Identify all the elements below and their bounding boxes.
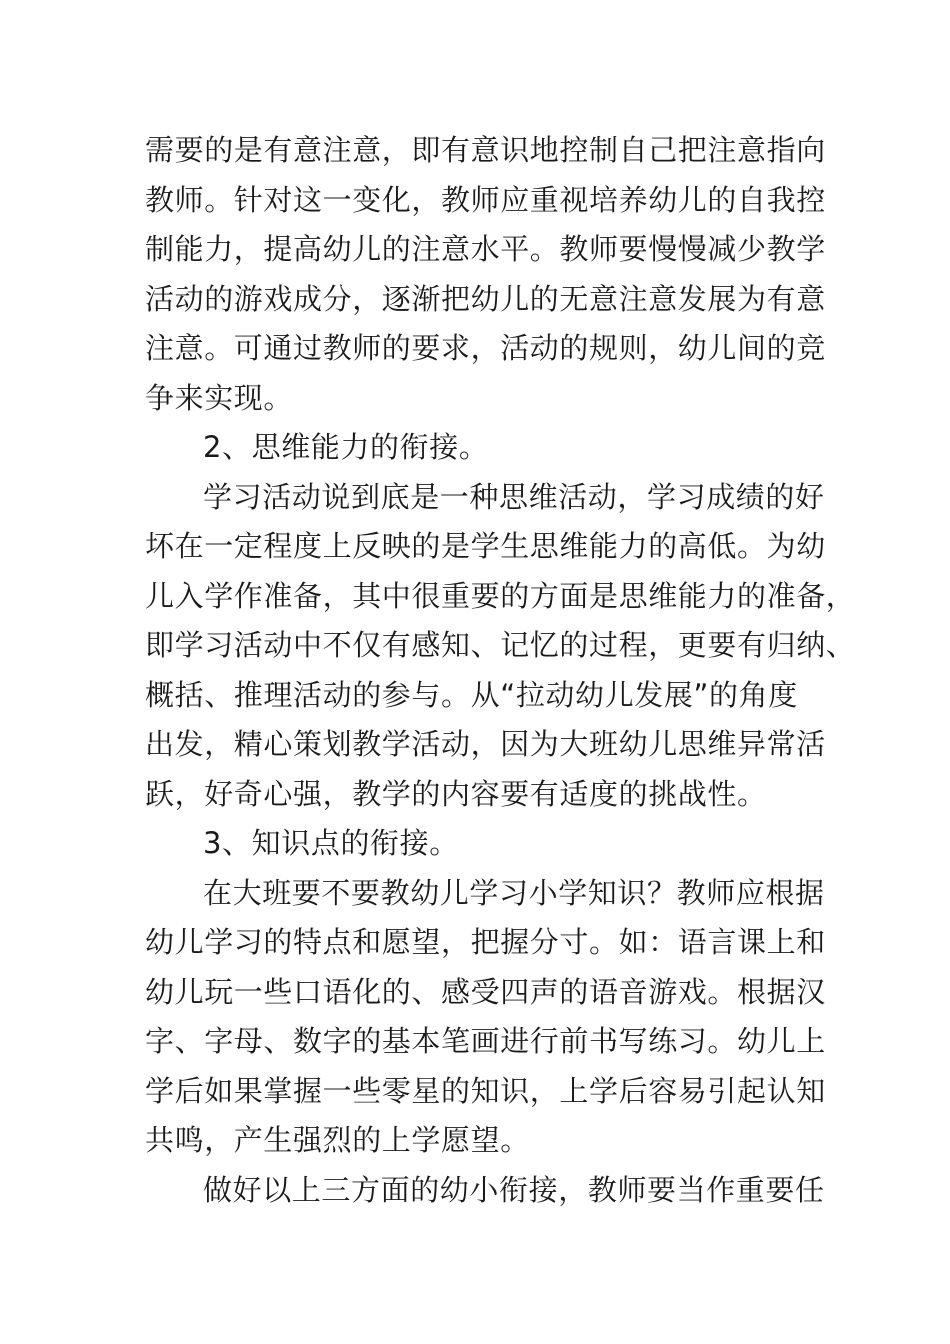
paragraph-first-line: 学习活动说到底是一种思维活动，学习成绩的好 <box>203 479 825 514</box>
text-line: 需要的是有意注意，即有意识地控制自己把注意指向 <box>145 133 826 167</box>
text-line: 学后如果掌握一些零星的知识，上学后容易引起认知 <box>145 1073 826 1108</box>
text-line: 教师。针对这一变化，教师应重视培养幼儿的自我控 <box>145 182 826 217</box>
text-line: 坏在一定程度上反映的是学生思维能力的高低。为幼 <box>145 529 826 563</box>
text-line: 字、字母、数字的基本笔画进行前书写练习。幼儿上 <box>145 1024 826 1058</box>
paragraph-first-line: 在大班要不要教幼儿学习小学知识？教师应根据 <box>203 875 825 910</box>
text-line: 概括、推理活动的参与。从“拉动幼儿发展”的角度 <box>145 677 798 712</box>
paragraph-first-line: 做好以上三方面的幼小衔接，教师要当作重要任 <box>203 1172 825 1207</box>
text-line: 儿入学作准备，其中很重要的方面是思维能力的准备， <box>145 578 856 613</box>
text-line: 注意。可通过教师的要求，活动的规则，幼儿间的竞 <box>145 331 826 365</box>
text-line: 幼儿玩一些口语化的、感受四声的语音游戏。根据汉 <box>145 974 826 1009</box>
text-line: 幼儿学习的特点和愿望，把握分寸。如：语言课上和 <box>145 925 826 959</box>
text-line: 制能力，提高幼儿的注意水平。教师要慢慢减少教学 <box>145 232 826 266</box>
section-heading: 2、思维能力的衔接。 <box>203 430 489 464</box>
body-text <box>145 126 856 1215</box>
text-line: 跃，好奇心强，教学的内容要有适度的挑战性。 <box>145 776 767 811</box>
text-line: 即学习活动中不仅有感知、记忆的过程，更要有归纳、 <box>145 628 856 662</box>
text-line: 活动的游戏成分，逐渐把幼儿的无意注意发展为有意 <box>145 281 826 316</box>
text-line: 争来实现。 <box>145 380 294 415</box>
text-line: 共鸣，产生强烈的上学愿望。 <box>145 1123 530 1157</box>
text-line: 出发，精心策划教学活动，因为大班幼儿思维异常活 <box>145 727 826 761</box>
section-heading: 3、知识点的衔接。 <box>203 826 459 860</box>
